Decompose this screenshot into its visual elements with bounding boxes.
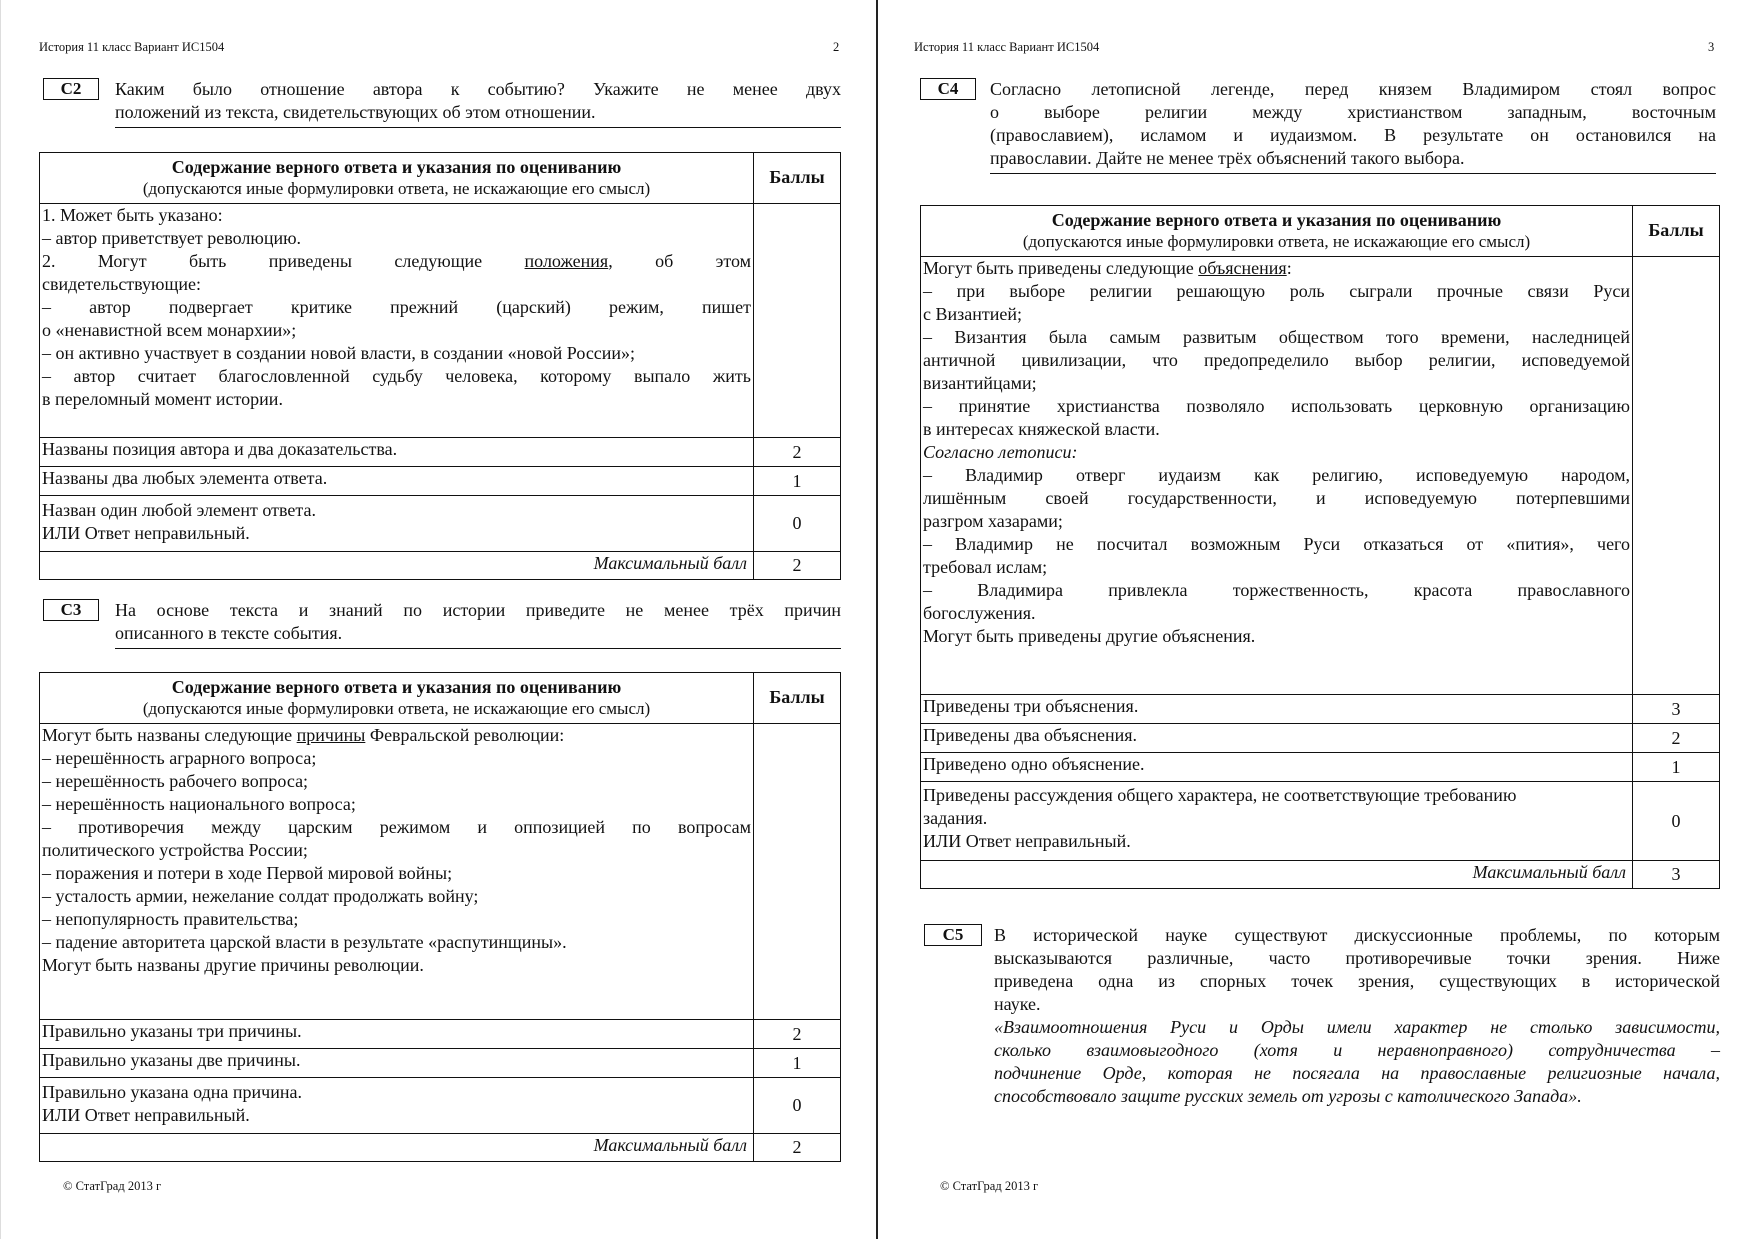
- content-line: 2. Могут быть приведены следующие положения, об этом: [42, 251, 752, 271]
- points-cell: [754, 724, 841, 1020]
- content-line: – падение авторитета царской власти в результате «распутинщины».: [42, 932, 567, 952]
- content-line: разгром хазарами;: [923, 511, 1063, 531]
- content-line: – усталость армии, нежелание солдат продолжать войну;: [42, 886, 479, 906]
- task-c2: [43, 78, 841, 128]
- content-line: о «ненавистной всем монархии»;: [42, 320, 297, 340]
- question-line: о выборе религии между христианством западным, восточным: [990, 102, 1716, 122]
- table-header-subtitle: (допускаются иные формулировки ответа, не искажающие его смысл): [1022, 231, 1531, 251]
- content-line: богослужения.: [923, 603, 1036, 623]
- answer-table-c4: [920, 205, 1720, 889]
- content-line: – противоречия между царским режимом и оппозицией по вопросам: [42, 817, 751, 837]
- criterion-points: 0: [1633, 782, 1720, 861]
- question-line: описанного в тексте события.: [115, 623, 343, 643]
- criterion-points: 1: [1633, 753, 1720, 782]
- quote-line: сколько взаимовыгодного (хотя и неравноправного) сотрудничества –: [994, 1040, 1720, 1060]
- page-number: 3: [1708, 40, 1715, 54]
- chronicle-label: Согласно летописи:: [923, 442, 1078, 462]
- content-line: – нерешённость национального вопроса;: [42, 794, 356, 814]
- criterion-text: Названы два любых элемента ответа.: [40, 467, 754, 496]
- content-line: византийцами;: [923, 373, 1037, 393]
- table-header-subtitle: (допускаются иные формулировки ответа, не искажающие его смысл): [142, 698, 651, 718]
- content-line: требовал ислам;: [923, 557, 1048, 577]
- points-header: Баллы: [1633, 206, 1720, 257]
- intro-text: Могут быть приведены следующие: [923, 258, 1199, 278]
- content-line: – Владимира привлекла торжественность, красота православного: [923, 580, 1630, 600]
- content-line: – нерешённость рабочего вопроса;: [42, 771, 309, 791]
- content-line: – Византия была самым развитым обществом того времени, наследницей: [923, 327, 1630, 347]
- text-line: В исторической науке существуют дискуссионные проблемы, по которым: [994, 925, 1720, 945]
- question-line: (православием), исламом и иудаизмом. В результате он остановился на: [990, 125, 1716, 145]
- page-header: История 11 класс Вариант ИС1504: [39, 40, 225, 54]
- question-line: положений из текста, свидетельствующих об этом отношении.: [115, 102, 596, 122]
- text-line: приведена одна из спорных точек зрения, существующих в исторической: [994, 971, 1720, 991]
- content-line: античной цивилизации, что предопределило выбор религии, исповедуемой: [923, 350, 1630, 370]
- content-line: Могут быть приведены другие объяснения.: [923, 626, 1256, 646]
- question-line: Каким было отношение автора к событию? Укажите не менее двух: [115, 79, 841, 99]
- content-line: – нерешённость аграрного вопроса;: [42, 748, 317, 768]
- content-line: [42, 724, 751, 747]
- table-header: [921, 206, 1633, 257]
- task-c4: [920, 78, 1716, 178]
- task-code: С4: [920, 78, 976, 100]
- criterion-points: 2: [754, 1020, 841, 1049]
- answer-content: [921, 257, 1633, 695]
- criterion-points: 1: [754, 467, 841, 496]
- text-line: науке.: [994, 994, 1041, 1014]
- content-line: – Владимир не посчитал возможным Руси отказаться от «пития», чего: [923, 534, 1630, 554]
- question-text: [990, 78, 1716, 174]
- points-header: Баллы: [754, 673, 841, 724]
- page-number: 2: [833, 40, 840, 54]
- content-line: – автор приветствует революцию.: [42, 228, 302, 248]
- question-line: Согласно летописной легенде, перед князем Владимиром стоял вопрос: [990, 79, 1716, 99]
- table-header-title: Содержание верного ответа и указания по оцениванию: [171, 156, 622, 177]
- content-line: в переломный момент истории.: [42, 389, 283, 409]
- criterion-text: Правильно указана одна причина. ИЛИ Ответ неправильный.: [40, 1078, 754, 1134]
- task-code: С3: [43, 599, 99, 621]
- points-cell: [1633, 257, 1720, 695]
- criterion-text: Приведено одно объяснение.: [921, 753, 1633, 782]
- content-line: политического устройства России;: [42, 840, 308, 860]
- task-code: С5: [924, 924, 982, 946]
- answer-content: [40, 204, 754, 438]
- max-score-label: Максимальный балл: [40, 1134, 754, 1162]
- task-c3: [43, 599, 841, 649]
- question-text: [115, 599, 841, 649]
- content-line: свидетельствующие:: [42, 274, 201, 294]
- page-footer: © СтатГрад 2013 г: [940, 1179, 1039, 1193]
- criterion-points: 3: [1633, 695, 1720, 724]
- criterion-points: 2: [1633, 724, 1720, 753]
- answer-table-c3: [39, 672, 841, 1162]
- table-header-title: Содержание верного ответа и указания по оцениванию: [171, 676, 622, 697]
- max-score-value: 3: [1633, 861, 1720, 889]
- quote-line: подчинение Орде, которая не посягала на православные религиозные начала,: [994, 1063, 1720, 1083]
- question-text: [115, 78, 841, 128]
- table-header: [40, 153, 754, 204]
- max-score-label: Максимальный балл: [40, 552, 754, 580]
- criterion-points: 1: [754, 1049, 841, 1078]
- question-line: На основе текста и знаний по истории приведите не менее трёх причин: [115, 600, 841, 620]
- content-line: – автор считает благословленной судьбу человека, которому выпало жить: [42, 366, 751, 386]
- text-line: высказываются различные, часто противоречивые точки зрения. Ниже: [994, 948, 1720, 968]
- max-score-value: 2: [754, 1134, 841, 1162]
- points-header: Баллы: [754, 153, 841, 204]
- content-line: лишённым своей государственности, и исповедуемую потерпевшими: [923, 488, 1630, 508]
- table-header: [40, 673, 754, 724]
- task-text: [994, 924, 1720, 1108]
- quote-line: способствовало защите русских земель от угрозы с католического Запада».: [994, 1086, 1582, 1106]
- right-page: [878, 0, 1754, 1239]
- criterion-points: 0: [754, 496, 841, 552]
- underlined-term: причины: [296, 725, 366, 745]
- task-c5: [924, 924, 1722, 1124]
- content-line: – автор подвергает критике прежний (царский) режим, пишет: [42, 297, 751, 317]
- content-line: с Византией;: [923, 304, 1022, 324]
- criterion-text: Названы позиция автора и два доказательства.: [40, 438, 754, 467]
- criterion-text: Назван один любой элемент ответа. ИЛИ Ответ неправильный.: [40, 496, 754, 552]
- content-line: – при выборе религии решающую роль сыграли прочные связи Руси: [923, 281, 1630, 301]
- underlined-term: положения: [524, 251, 609, 271]
- max-score-value: 2: [754, 552, 841, 580]
- content-line: в интересах княжеской власти.: [923, 419, 1160, 439]
- table-header-title: Содержание верного ответа и указания по оцениванию: [1051, 209, 1502, 230]
- content-line: – поражения и потери в ходе Первой мировой войны;: [42, 863, 453, 883]
- criterion-text: Правильно указаны три причины.: [40, 1020, 754, 1049]
- table-header-subtitle: (допускаются иные формулировки ответа, не искажающие его смысл): [142, 178, 651, 198]
- page-footer: © СтатГрад 2013 г: [63, 1179, 162, 1193]
- content-line: Могут быть названы другие причины революции.: [42, 955, 424, 975]
- intro-text: Февральской революции:: [365, 725, 565, 745]
- underlined-term: объяснения: [1198, 258, 1287, 278]
- criterion-text: Приведены два объяснения.: [921, 724, 1633, 753]
- content-line: 1. Может быть указано:: [42, 205, 223, 225]
- criterion-text: Правильно указаны две причины.: [40, 1049, 754, 1078]
- criterion-text: Приведены три объяснения.: [921, 695, 1633, 724]
- max-score-label: Максимальный балл: [921, 861, 1633, 889]
- intro-text: :: [1286, 258, 1292, 278]
- content-line: – он активно участвует в создании новой власти, в создании «новой России»;: [42, 343, 636, 363]
- points-cell: [754, 204, 841, 438]
- criterion-points: 0: [754, 1078, 841, 1134]
- page-header: История 11 класс Вариант ИС1504: [914, 40, 1100, 54]
- content-line: – непопулярность правительства;: [42, 909, 299, 929]
- answer-content: [40, 724, 754, 1020]
- intro-text: Могут быть названы следующие: [42, 725, 297, 745]
- question-line: православии. Дайте не менее трёх объяснений такого выбора.: [990, 148, 1465, 168]
- criterion-points: 2: [754, 438, 841, 467]
- content-line: – Владимир отверг иудаизм как религию, исповедуемую народом,: [923, 465, 1630, 485]
- content-line: [923, 257, 1630, 280]
- criterion-text: Приведены рассуждения общего характера, не соответствующие требованию задания. ИЛИ Ответ неправильный.: [921, 782, 1633, 861]
- content-line: – принятие христианства позволяло использовать церковную организацию: [923, 396, 1630, 416]
- task-code: С2: [43, 78, 99, 100]
- answer-table-c2: [39, 152, 841, 580]
- quote-line: «Взаимоотношения Руси и Орды имели характер не столько зависимости,: [994, 1017, 1720, 1037]
- left-page: [0, 0, 876, 1239]
